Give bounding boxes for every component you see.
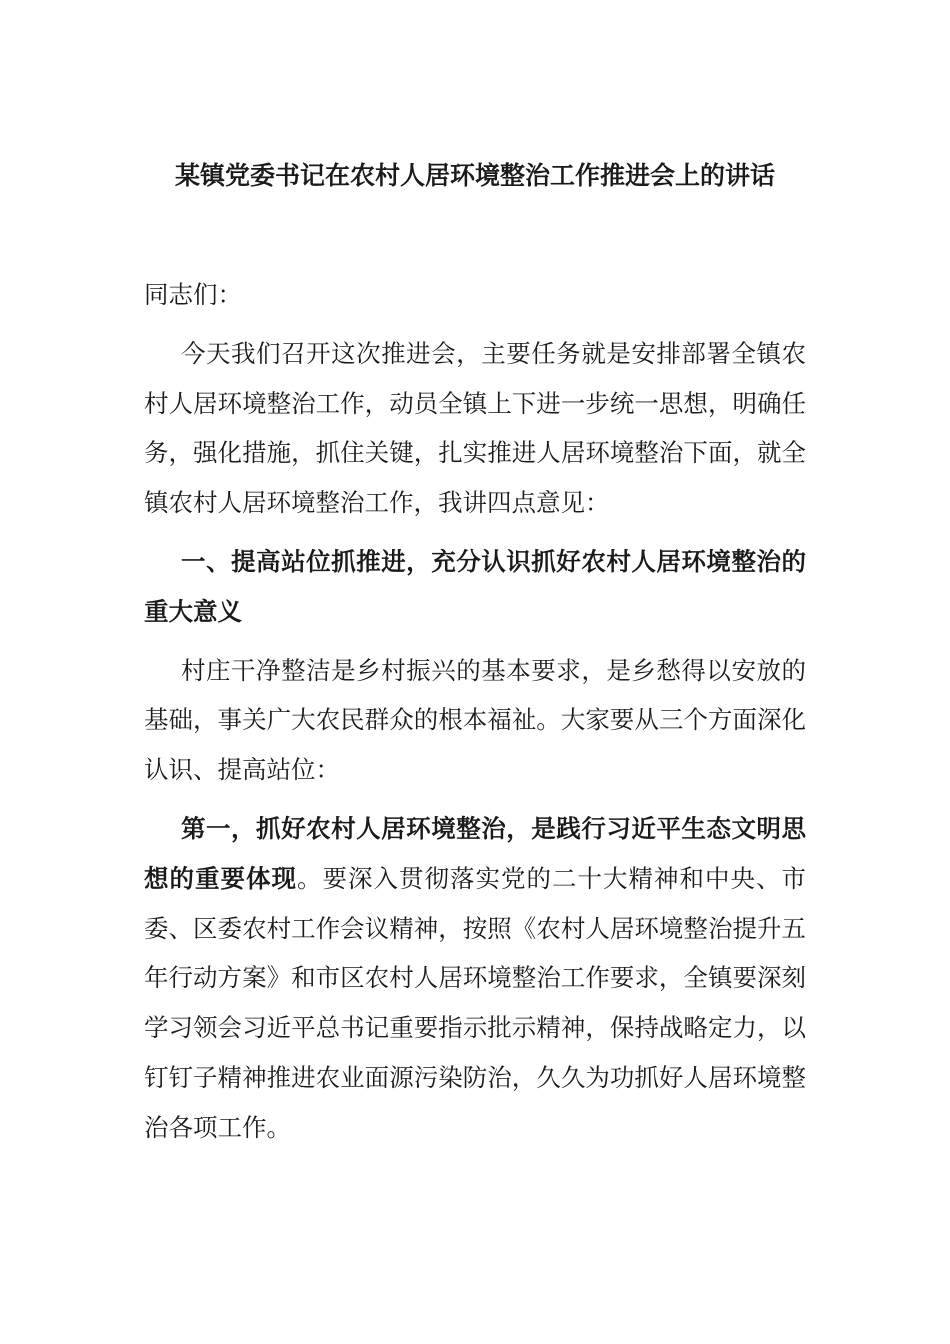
- document-body: [144, 270, 806, 1162]
- section-heading-1: 一、提高站位抓推进，充分认识抓好农村人居环境整治的重大意义: [144, 546, 806, 626]
- point-1-paragraph: [144, 804, 806, 1153]
- salutation: 同志们：: [144, 280, 242, 309]
- intro-paragraph: 今天我们召开这次推进会，主要任务就是安排部署全镇农村人居环境整治工作，动员全镇上下进一步统一思想，明确任务，强化措施，抓住关键，扎实推进人居环境整治下面，就全镇农村人居环境整治工作，我讲四点意见：: [144, 338, 806, 518]
- point-1-lead: 第一，抓好农村人居环境整治，是践行习近平生态文明思想的重要体现: [144, 813, 806, 893]
- document-title: 某镇党委书记在农村人居环境整治工作推进会上的讲话: [174, 161, 775, 190]
- point-1-text: 。要深入贯彻落实党的二十大精神和中央、市委、区委农村工作会议精神，按照《农村人居环境整治提升五年行动方案》和市区农村人居环境整治工作要求，全镇要深刻学习领会习近平总书记重要指示批示精神，保持战略定力，以钉钉子精神推进农业面源污染防治，久久为功抓好人居环境整治各项工作。: [144, 863, 806, 1142]
- section-1-paragraph: 村庄干净整洁是乡村振兴的基本要求，是乡愁得以安放的基础，事关广大农民群众的根本福祉。大家要从三个方面深化认识、提高站位：: [144, 655, 806, 785]
